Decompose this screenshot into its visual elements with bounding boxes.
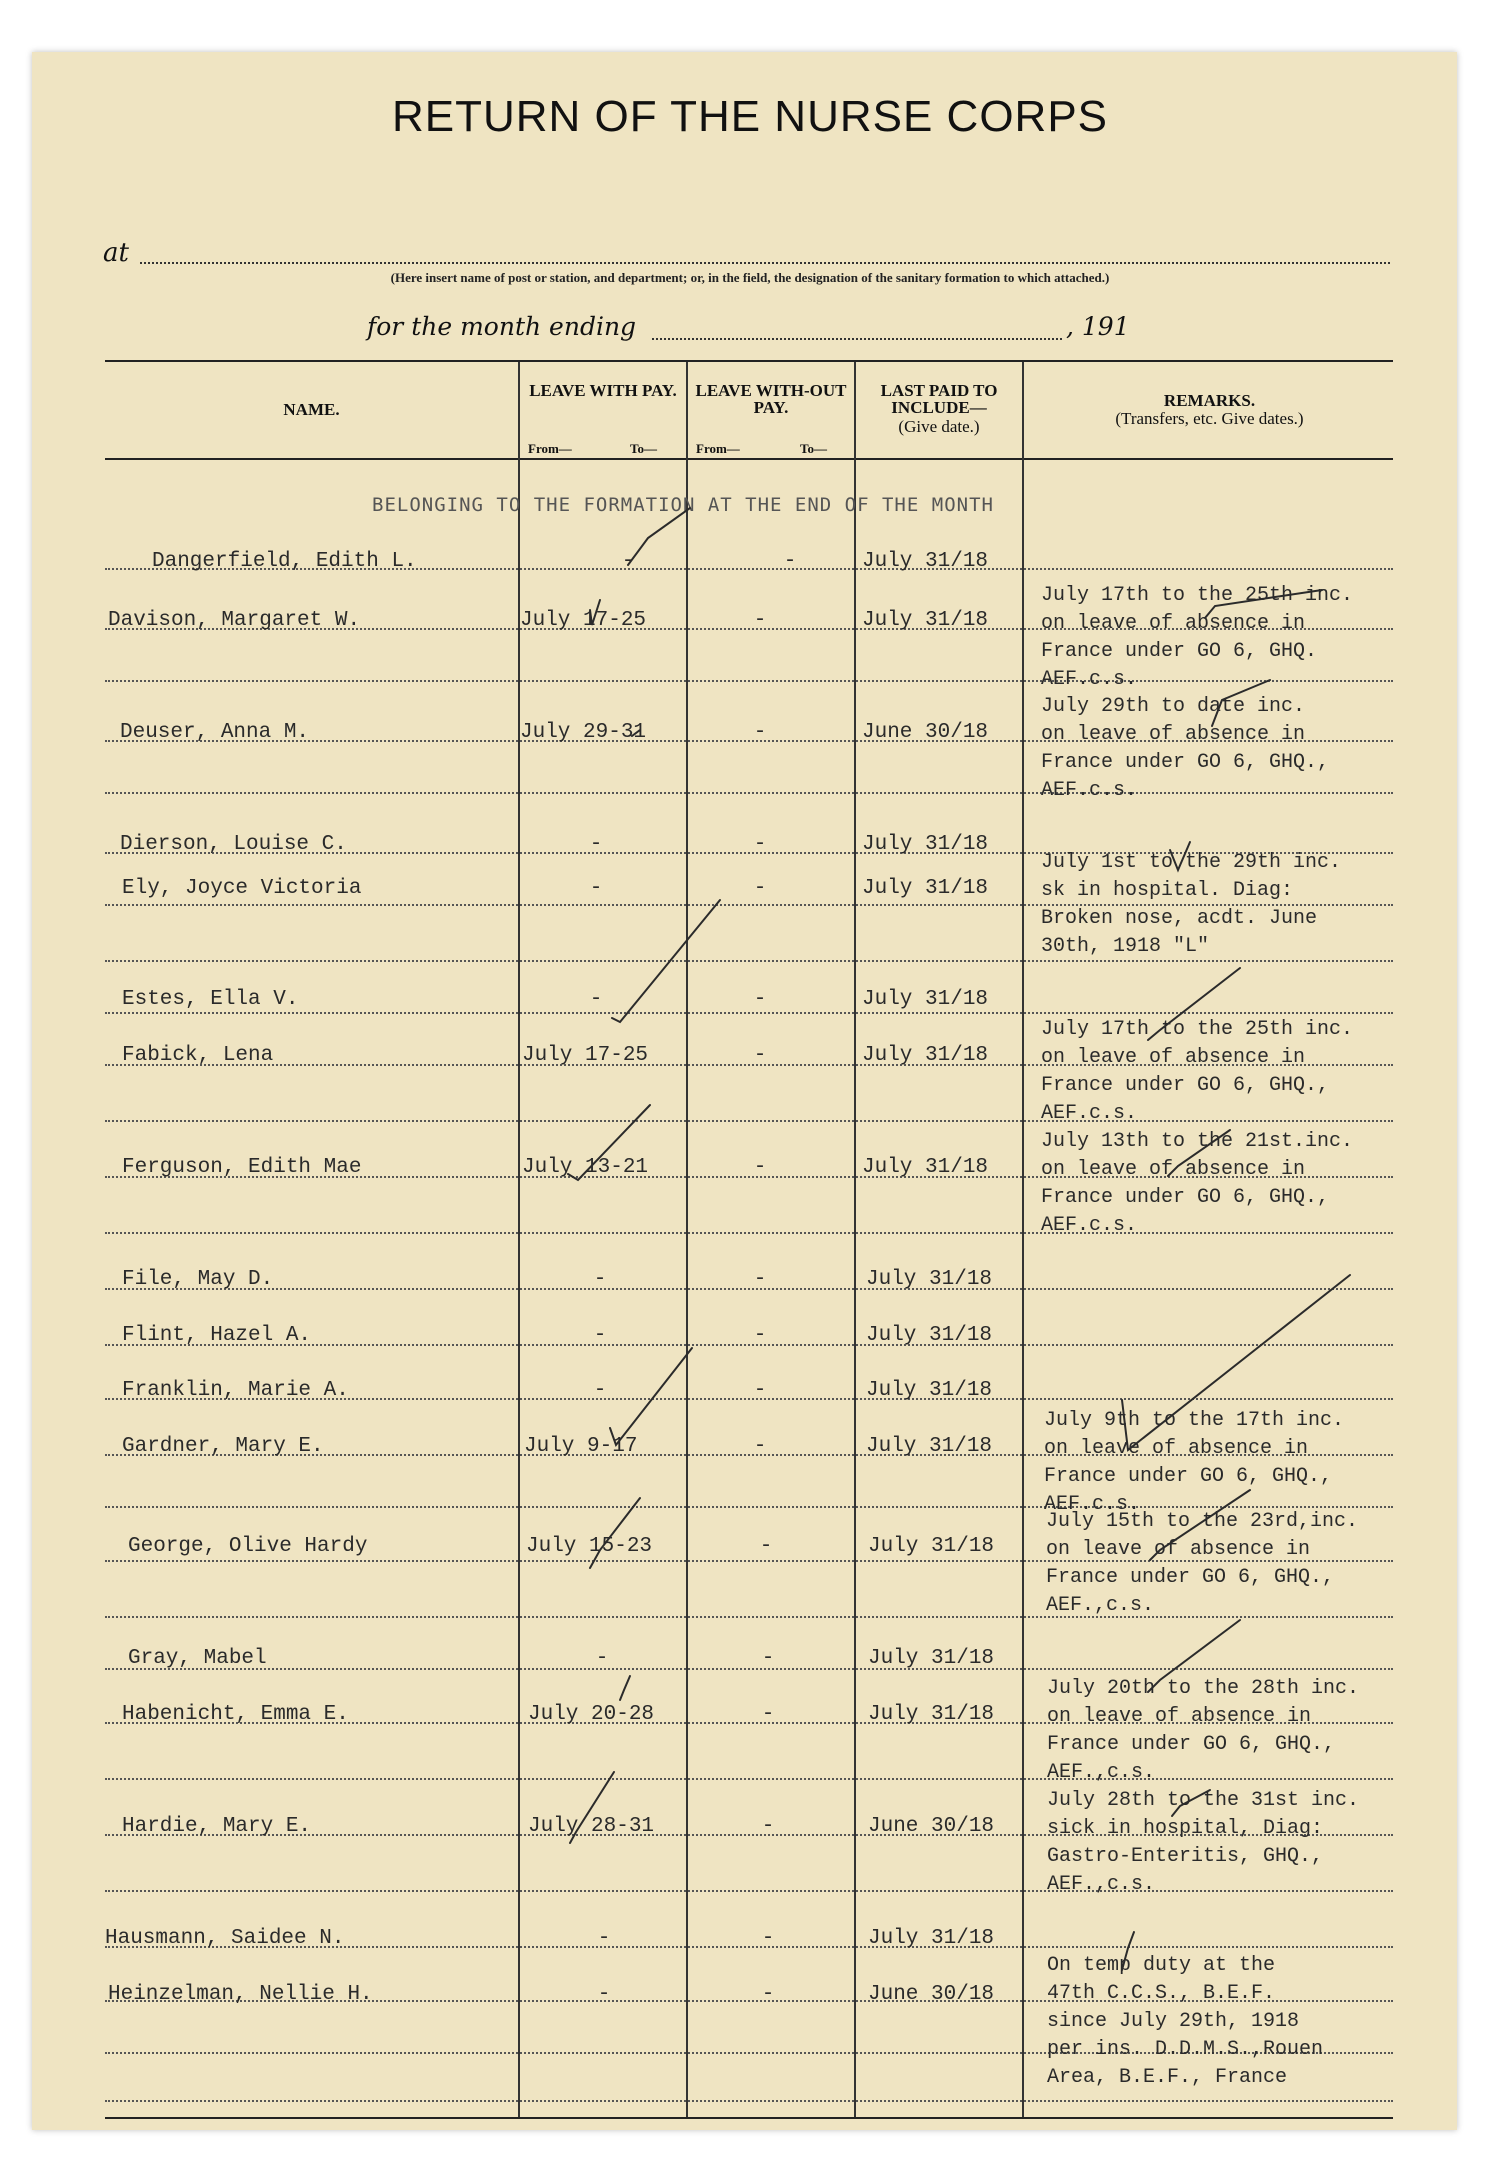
nurse-name: Flint, Hazel A.: [122, 1324, 312, 1347]
ruled-line: [105, 1120, 1393, 1122]
last-paid-date: July 31/18: [862, 609, 989, 632]
station-field-line: [140, 262, 1390, 264]
leave-with-pay: -: [589, 833, 603, 856]
nurse-name: Deuser, Anna M.: [120, 721, 310, 744]
remarks-line: on leave of absence in: [1046, 1538, 1311, 1561]
column-divider: [686, 362, 688, 2117]
leave-without-pay: -: [761, 1983, 775, 2006]
leave-without-pay: -: [761, 1647, 775, 1670]
nurse-name: Fabick, Lena: [122, 1044, 274, 1067]
header-name: NAME.: [283, 400, 340, 419]
remarks-line: on leave of absence in: [1041, 1158, 1306, 1181]
leave-without-pay: -: [753, 1268, 767, 1291]
leave-with-pay: July 13-21: [522, 1156, 649, 1179]
ruled-line: [105, 1890, 1393, 1892]
leave-without-pay: -: [753, 833, 767, 856]
leave-with-pay: -: [589, 877, 603, 900]
last-paid-date: July 31/18: [862, 877, 989, 900]
remarks-line: Broken nose, acdt. June: [1041, 907, 1318, 930]
remarks-line: July 17th to the 25th inc.: [1041, 1018, 1354, 1041]
remarks-line: on leave of absence in: [1041, 612, 1306, 635]
ruled-line: [105, 1616, 1393, 1618]
remarks-line: AEF.,c.s.: [1046, 1594, 1155, 1617]
header-without-pay-to: To—: [800, 441, 827, 456]
remarks-line: per ins. D.D.M.S.,Rouen: [1047, 2038, 1324, 2061]
nurse-name: Gardner, Mary E.: [122, 1435, 324, 1458]
nurse-name: Habenicht, Emma E.: [122, 1703, 349, 1726]
remarks-line: on leave of absence in: [1041, 723, 1306, 746]
remarks-line: France under GO 6, GHQ.,: [1047, 1733, 1336, 1756]
remarks-line: July 17th to the 25th inc.: [1041, 584, 1354, 607]
last-paid-date: July 31/18: [866, 1379, 993, 1402]
remarks-line: on leave of absence in: [1041, 1046, 1306, 1069]
leave-with-pay: -: [593, 1324, 607, 1347]
leave-with-pay: -: [597, 1927, 611, 1950]
ruled-line: [105, 792, 1393, 794]
leave-without-pay: -: [753, 1324, 767, 1347]
leave-with-pay: -: [589, 988, 603, 1011]
ruled-line: [105, 680, 1393, 682]
remarks-line: France under GO 6, GHQ.,: [1044, 1465, 1333, 1488]
nurse-name: George, Olive Hardy: [128, 1535, 368, 1558]
leave-without-pay: -: [753, 721, 767, 744]
ruled-line: [105, 2100, 1393, 2102]
leave-without-pay: -: [753, 1156, 767, 1179]
remarks-line: since July 29th, 1918: [1047, 2010, 1300, 2033]
header-leave-with-pay: LEAVE WITH PAY.: [529, 381, 677, 400]
remarks-line: On temp duty at the: [1047, 1954, 1276, 1977]
last-paid-date: July 31/18: [868, 1647, 995, 1670]
column-divider: [854, 362, 856, 2117]
remarks-line: AEF.c.s.: [1044, 1493, 1141, 1516]
leave-with-pay: July 17-25: [520, 609, 647, 632]
leave-without-pay: -: [753, 609, 767, 632]
last-paid-date: July 31/18: [868, 1927, 995, 1950]
last-paid-date: July 31/18: [868, 1535, 995, 1558]
leave-with-pay: July 20-28: [528, 1703, 655, 1726]
remarks-line: AEF.c.s.: [1041, 668, 1138, 691]
remarks-line: July 13th to the 21st.inc.: [1041, 1130, 1354, 1153]
header-with-pay-to: To—: [630, 441, 657, 456]
nurse-name: Hausmann, Saidee N.: [105, 1927, 345, 1950]
remarks-line: AEF.c.s.: [1041, 1214, 1138, 1237]
remarks-line: Area, B.E.F., France: [1047, 2066, 1288, 2089]
remarks-line: 30th, 1918 "L": [1041, 935, 1210, 958]
header-top-rule: [105, 360, 1393, 362]
remarks-line: July 20th to the 28th inc.: [1047, 1677, 1360, 1700]
header-last-paid-note: (Give date.): [898, 417, 980, 436]
leave-with-pay: July 9-17: [524, 1435, 638, 1458]
leave-without-pay: -: [761, 1927, 775, 1950]
header-leave-without-pay: LEAVE WITH-OUT PAY.: [695, 381, 847, 417]
ruled-line: [105, 1012, 1393, 1014]
last-paid-date: June 30/18: [868, 1815, 995, 1838]
last-paid-date: July 31/18: [862, 550, 989, 573]
last-paid-date: July 31/18: [868, 1703, 995, 1726]
remarks-line: July 15th to the 23rd,inc.: [1046, 1510, 1359, 1533]
header-last-paid: LAST PAID TO INCLUDE—: [880, 381, 998, 417]
leave-with-pay: -: [593, 1268, 607, 1291]
leave-with-pay: July 15-23: [526, 1535, 653, 1558]
column-divider: [1022, 362, 1024, 2117]
remarks-line: July 1st to the 29th inc.: [1041, 851, 1342, 874]
leave-without-pay: -: [783, 550, 797, 573]
leave-without-pay: -: [753, 1435, 767, 1458]
nurse-name: Franklin, Marie A.: [122, 1379, 349, 1402]
last-paid-date: July 31/18: [866, 1324, 993, 1347]
remarks-line: AEF.,c.s.: [1047, 1873, 1156, 1896]
leave-without-pay: -: [761, 1703, 775, 1726]
year-label: , 191: [1066, 312, 1130, 341]
leave-without-pay: -: [753, 1044, 767, 1067]
remarks-line: AEF.c.s.: [1041, 779, 1138, 802]
remarks-line: sick in hospital, Diag:: [1047, 1817, 1324, 1840]
remarks-line: AEF.c.s.: [1041, 1102, 1138, 1125]
remarks-line: on leave of absence in: [1044, 1437, 1309, 1460]
last-paid-date: July 31/18: [862, 1156, 989, 1179]
remarks-line: July 9th to the 17th inc.: [1044, 1409, 1345, 1432]
nurse-name: Davison, Margaret W.: [108, 609, 361, 632]
leave-with-pay: -: [597, 1983, 611, 2006]
nurse-name: Heinzelman, Nellie H.: [108, 1983, 373, 2006]
last-paid-date: July 31/18: [866, 1435, 993, 1458]
leave-with-pay: -: [621, 550, 635, 573]
leave-with-pay: July 17-25: [522, 1044, 649, 1067]
leave-with-pay: July 28-31: [528, 1815, 655, 1838]
nurse-name: Ely, Joyce Victoria: [122, 877, 362, 900]
nurse-name: Dangerfield, Edith L.: [152, 550, 417, 573]
last-paid-date: July 31/18: [862, 988, 989, 1011]
nurse-name: Gray, Mabel: [128, 1647, 267, 1670]
ruled-line: [105, 1232, 1393, 1234]
leave-without-pay: -: [753, 988, 767, 1011]
nurse-name: Hardie, Mary E.: [122, 1815, 312, 1838]
nurse-name: Estes, Ella V.: [122, 988, 299, 1011]
remarks-line: AEF.,c.s.: [1047, 1761, 1156, 1784]
leave-without-pay: -: [759, 1535, 773, 1558]
month-ending-label: for the month ending: [367, 312, 637, 341]
remarks-line: France under GO 6, GHQ.,: [1041, 751, 1330, 774]
ruled-line: [105, 1778, 1393, 1780]
remarks-line: on leave of absence in: [1047, 1705, 1312, 1728]
nurse-name: Ferguson, Edith Mae: [122, 1156, 362, 1179]
leave-without-pay: -: [753, 877, 767, 900]
nurse-name: Dierson, Louise C.: [120, 833, 347, 856]
remarks-line: France under GO 6, GHQ.,: [1046, 1566, 1335, 1589]
header-bottom-rule: [105, 458, 1393, 460]
remarks-line: July 28th to the 31st inc.: [1047, 1789, 1360, 1812]
remarks-line: France under GO 6, GHQ.,: [1041, 1186, 1330, 1209]
remarks-line: France under GO 6, GHQ.,: [1041, 1074, 1330, 1097]
last-paid-date: July 31/18: [862, 833, 989, 856]
leave-with-pay: July 29-31: [520, 721, 647, 744]
at-label: at: [103, 238, 129, 268]
leave-without-pay: -: [753, 1379, 767, 1402]
remarks-line: France under GO 6, GHQ.: [1041, 640, 1318, 663]
last-paid-date: July 31/18: [866, 1268, 993, 1291]
remarks-line: Gastro-Enteritis, GHQ.,: [1047, 1845, 1324, 1868]
section-title: BELONGING TO THE FORMATION AT THE END OF THE MONTH: [372, 494, 994, 516]
remarks-line: 47th C.C.S., B.E.F.: [1047, 1982, 1276, 2005]
last-paid-date: July 31/18: [862, 1044, 989, 1067]
remarks-line: sk in hospital. Diag:: [1041, 879, 1294, 902]
form-title: RETURN OF THE NURSE CORPS: [391, 92, 1109, 141]
month-ending-field-line: [652, 338, 1062, 340]
remarks-line: July 29th to date inc.: [1041, 695, 1306, 718]
nurse-name: File, May D.: [122, 1268, 274, 1291]
last-paid-date: June 30/18: [868, 1983, 995, 2006]
header-without-pay-from: From—: [696, 441, 740, 456]
last-paid-date: June 30/18: [862, 721, 989, 744]
leave-with-pay: -: [593, 1379, 607, 1402]
header-with-pay-from: From—: [528, 441, 572, 456]
table-bottom-rule: [105, 2117, 1393, 2119]
leave-with-pay: -: [595, 1647, 609, 1670]
header-remarks-note: (Transfers, etc. Give dates.): [1115, 409, 1304, 428]
header-remarks: REMARKS.: [1163, 391, 1256, 410]
station-instruction: (Here insert name of post or station, and department; or, in the field, the designation of the sanitary formation to which attached.): [390, 270, 1110, 285]
leave-without-pay: -: [761, 1815, 775, 1838]
